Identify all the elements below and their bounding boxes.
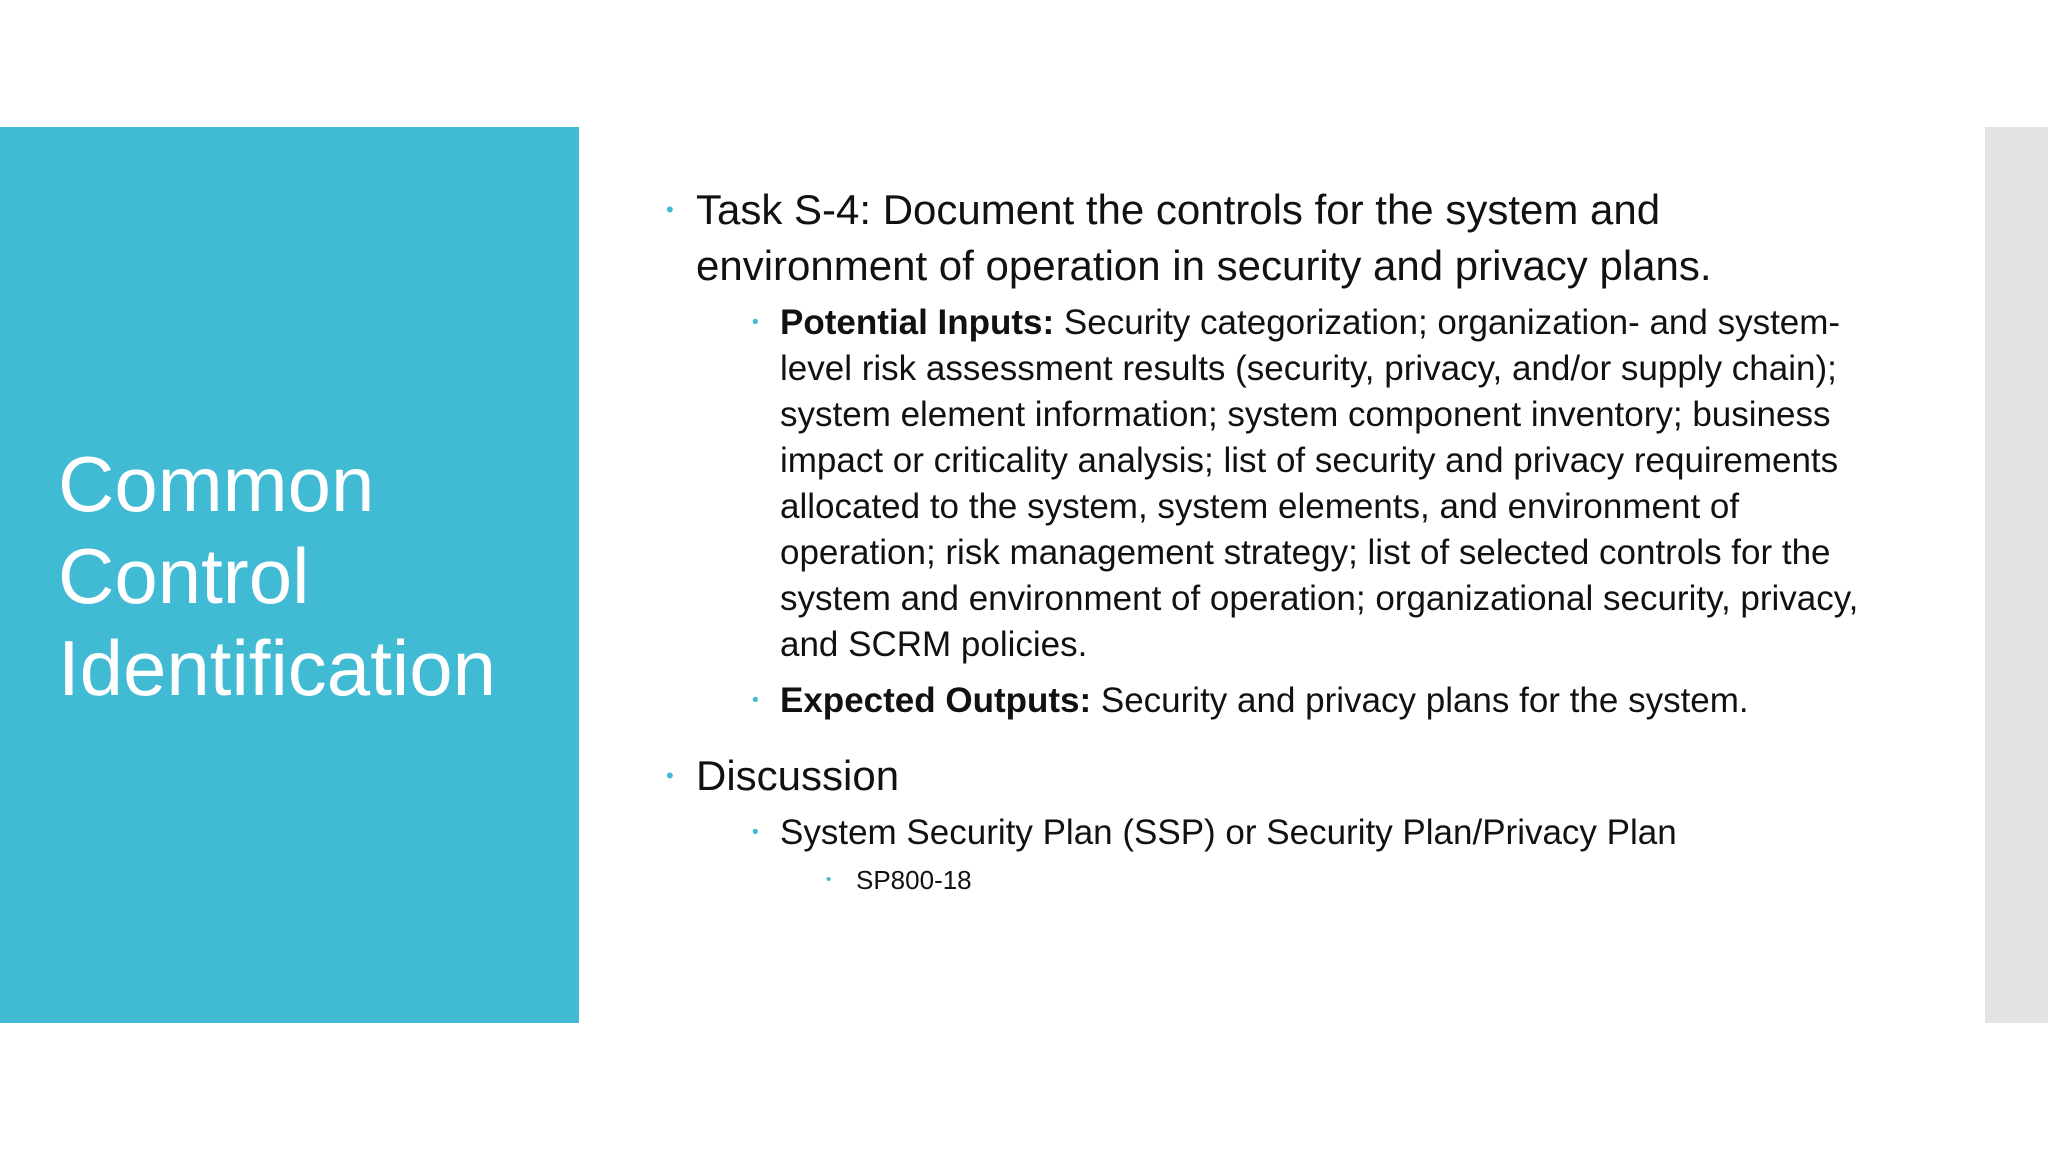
slide-content [660,182,1860,898]
bullet-ssp [660,810,1860,856]
discussion-text: Discussion [696,752,900,799]
slide-title [58,438,558,714]
outputs-label: Expected Outputs: [780,681,1092,720]
inputs-text: Security categorization; organization- and system-level risk assessment results (security, privacy, and/or supply chain); system element information; system component inventory; business impact or criticality analysis; list of security and privacy requirements allocated to the system, system elements, and environment of operation; risk management strategy; list of selected controls for the system and environment of operation; organizational security, privacy, and SCRM policies. [780,303,1859,664]
bullet-task [660,182,1860,294]
bullet-sp800-18 [660,862,1860,898]
task-text: Task S-4: Document the controls for the system and environment of operation in security and privacy plans. [696,186,1712,289]
bullet-potential-inputs [660,300,1860,668]
ssp-text: System Security Plan (SSP) or Security Plan/Privacy Plan [780,813,1677,852]
sp-text: SP800-18 [856,865,972,895]
outputs-text: Security and privacy plans for the system. [1091,681,1749,720]
bullet-icon: • [752,312,759,333]
bullet-icon: • [666,197,674,222]
title-line: Identification [58,624,496,712]
bullet-icon: • [666,763,674,788]
right-side-bar [1985,127,2048,1023]
title-line: Common [58,440,375,528]
bullet-discussion [660,748,1860,804]
bullet-icon: • [752,690,759,711]
bullet-expected-outputs [660,678,1860,724]
title-line: Control [58,532,310,620]
bullet-icon: • [826,871,832,888]
inputs-label: Potential Inputs: [780,303,1055,342]
bullet-icon: • [752,822,759,843]
